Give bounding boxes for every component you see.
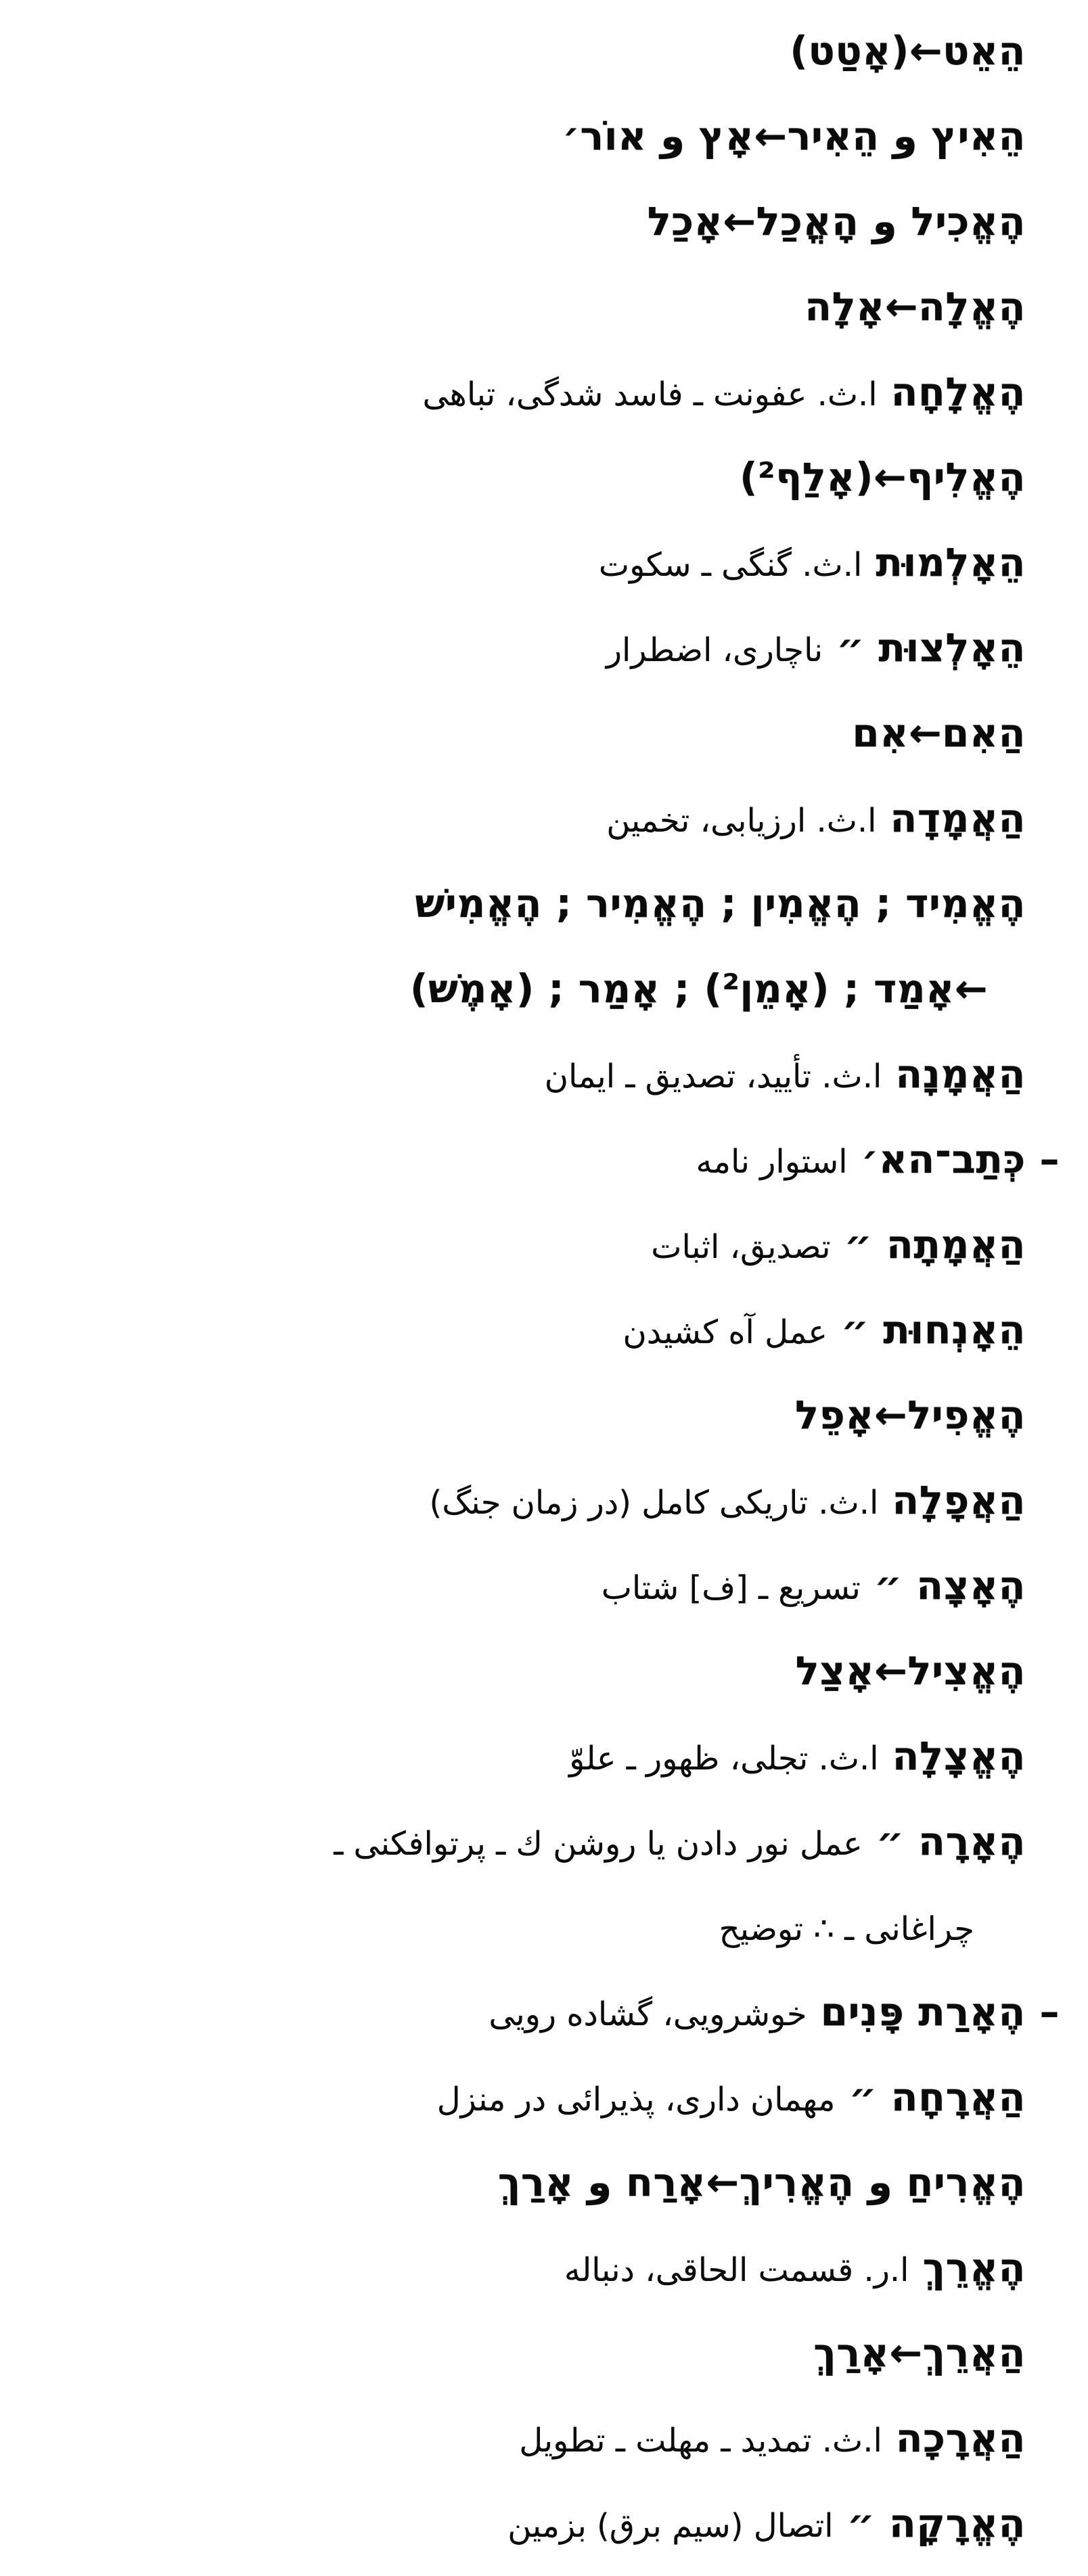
entry-line-24-subentry: [24, 1969, 1060, 2054]
entry-line-6: [24, 434, 1026, 520]
persian-definition: عمل نور دادن یا روشن ك ـ پرتوافکنی ـ: [334, 1825, 863, 1863]
hebrew-headword: הַאִם←אִם: [852, 710, 1026, 756]
persian-definition: خوشرویی، گشاده رویی: [489, 1995, 807, 2033]
entry-line-23-continuation: [24, 1884, 1026, 1969]
entry-line-18: [24, 1458, 1026, 1543]
entry-line-7: [24, 520, 1026, 605]
entry-line-17: [24, 1372, 1026, 1458]
persian-definition: ا.ث. تجلی، ظهور ـ علوّ: [569, 1740, 879, 1778]
persian-definition: عمل آه کشیدن: [622, 1313, 828, 1351]
entry-line-19: [24, 1543, 1026, 1628]
hebrew-headword: הַאֲרֵךְ←אָרַךְ: [813, 2330, 1026, 2376]
persian-definition: ا.ث. ارزیابی، تخمین: [606, 802, 877, 840]
entry-line-13: [24, 1031, 1026, 1116]
entry-line-11: [24, 861, 1026, 946]
hebrew-headword: הַאֲמָתָה ״: [844, 1221, 1026, 1267]
entry-line-15: [24, 1202, 1026, 1287]
hebrew-headword: הֵאָלְמוּת: [876, 539, 1026, 585]
hebrew-headword: הֶאֱמִיד ; הֶאֱמִין ; הֶאֱמִיר ; הֶאֱמִישׁ: [415, 880, 1026, 926]
entry-line-27: [24, 2225, 1026, 2310]
entry-line-3: [24, 179, 1026, 264]
hebrew-headword: הֵאָלְצוּת ״: [836, 625, 1026, 671]
persian-definition: تصدیق، اثبات: [651, 1228, 831, 1266]
entry-line-21: [24, 1713, 1026, 1799]
entry-line-5: [24, 349, 1026, 434]
persian-definition: اتصال (سیم برق) بزمین: [507, 2507, 834, 2545]
persian-definition: ا.ث. عفونت ـ فاسد شدگی، تباهی: [422, 376, 878, 413]
hebrew-subentry: – הֶאָרַת פָּנִים: [820, 1989, 1060, 2035]
persian-definition: مهمان داری، پذیرائی در منزل: [436, 2081, 836, 2119]
hebrew-headword: הַאֲמָדָה: [890, 795, 1026, 841]
hebrew-headword: הֶאֱלָה←אָלָה: [804, 284, 1026, 330]
hebrew-headword: הֶאָרָה ״: [876, 1818, 1026, 1864]
persian-definition: ا.ث. تاریکی کامل (در زمان جنگ): [429, 1484, 879, 1522]
hebrew-subentry: – כְּתַב־הא׳: [861, 1136, 1060, 1182]
persian-definition-continuation: چراغانی ـ ∴ توضیح: [719, 1910, 974, 1948]
entry-line-28: [24, 2310, 1026, 2395]
entry-line-2: [24, 93, 1026, 179]
hebrew-headword: הֵאֵט←(אָטַט): [790, 28, 1026, 74]
hebrew-headword: הֶאָצָה ״: [874, 1562, 1026, 1608]
persian-definition: ا.ث. تأیید، تصدیق ـ ایمان: [544, 1058, 882, 1095]
hebrew-headword: הֵאִיץ و הֵאִיר←אָץ و אוֹר׳: [562, 113, 1026, 159]
persian-definition: ناچاری، اضطرار: [606, 631, 823, 669]
entry-line-1: [24, 8, 1026, 93]
hebrew-headword: הֶאֱלָחָה: [890, 369, 1026, 415]
entry-line-14-subentry: [24, 1116, 1060, 1202]
hebrew-headword: הַאֲפָלָה: [892, 1477, 1026, 1523]
entry-line-20: [24, 1628, 1026, 1713]
hebrew-cross-reference: ←אָמַד ; (אָמֵן²) ; אָמַר ; (אָמֶשׁ): [410, 966, 988, 1012]
entry-line-25: [24, 2054, 1026, 2140]
entry-line-16: [24, 1287, 1026, 1372]
hebrew-headword: הֶאֱפִיל←אָפֵל: [795, 1392, 1026, 1438]
persian-definition: تسریع ـ [ف] شتاب: [601, 1569, 861, 1607]
entry-line-12-continuation: [24, 946, 1026, 1031]
persian-definition: ا.ث. تمدید ـ مهلت ـ تطویل: [519, 2422, 882, 2460]
hebrew-headword: הֶאֱצִיל←אָצַל: [795, 1648, 1026, 1694]
hebrew-headword: הֶאֱרָקָה ״: [846, 2500, 1026, 2546]
entry-line-10: [24, 775, 1026, 861]
entry-line-30: [24, 2481, 1026, 2566]
hebrew-headword: הֶאֱכִיל و הָאֳכַל←אָכַל: [647, 198, 1026, 244]
hebrew-headword: הַאֲרָחָה ״: [848, 2074, 1026, 2120]
hebrew-headword: הֶאֱלִיף←(אָלַף²): [740, 454, 1026, 500]
entry-line-9: [24, 690, 1026, 775]
hebrew-headword: הֶאֱרֵךְ: [922, 2244, 1026, 2290]
hebrew-headword: הַאֲרָכָה: [895, 2415, 1026, 2461]
persian-definition: ا.ث. گنگی ـ سکوت: [598, 546, 863, 584]
persian-definition: ا.ر. قسمت الحاقی، دنباله: [564, 2251, 909, 2289]
entry-line-29: [24, 2395, 1026, 2481]
hebrew-headword: הַאֲמָנָה: [895, 1051, 1026, 1097]
entry-line-22: [24, 1799, 1026, 1884]
persian-definition: استوار نامه: [696, 1143, 848, 1181]
entry-line-8: [24, 605, 1026, 690]
entry-line-4: [24, 264, 1026, 349]
entry-line-26: [24, 2140, 1026, 2225]
hebrew-headword: הֵאָנְחוּת ״: [840, 1307, 1026, 1353]
hebrew-headword: הֶאֱצָלָה: [892, 1733, 1026, 1779]
hebrew-headword: הֶאֱרִיחַ و הֶאֱרִיךְ←אָרַח و אָרַךְ: [497, 2159, 1026, 2205]
